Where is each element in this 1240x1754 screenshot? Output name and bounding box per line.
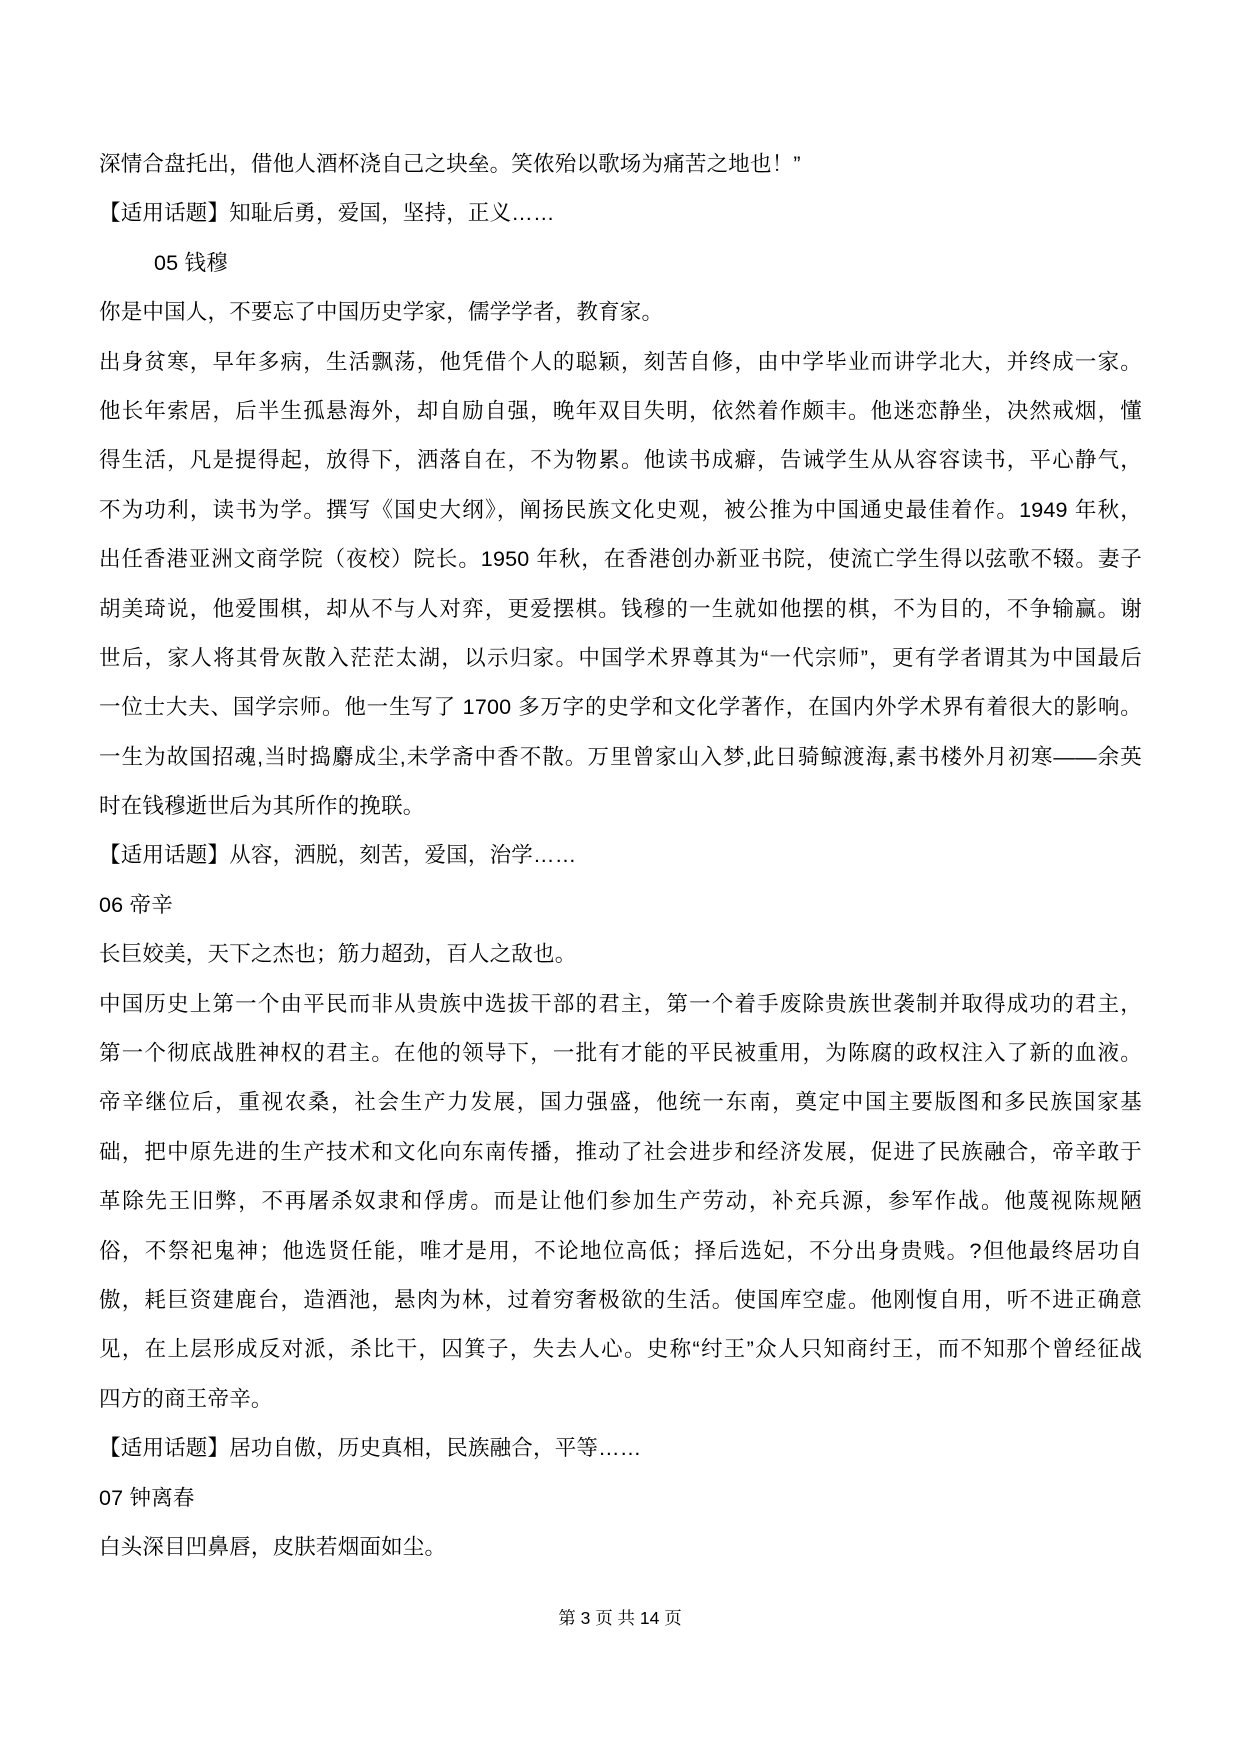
paragraph-line: 他长年索居，后半生孤悬海外，却自励自强，晚年双目失明，依然着作颇丰。他迷恋静坐，决然戒烟，懂 [99,398,1142,423]
paragraph-line: 得生活，凡是提得起，放得下，洒落自在，不为物累。他读书成癖，告诫学生从从容容读书，平心静气， [99,448,1142,473]
topic-line: 【适用话题】从容，洒脱，刻苦，爱国，治学…… [99,843,577,868]
section-heading-06-dixin: 06 帝辛 [99,892,173,917]
paragraph-line: 深情合盘托出，借他人酒杯浇自己之块垒。笑侬殆以歌场为痛苦之地也！” [99,152,801,176]
paragraph-line: 你是中国人，不要忘了中国历史学家，儒学学者，教育家。 [99,300,664,325]
paragraph-line: 础，把中原先进的生产技术和文化向东南传播，推动了社会进步和经济发展，促进了民族融合，帝辛敢于 [99,1139,1142,1164]
paragraph-line: 帝辛继位后，重视农桑，社会生产力发展，国力强盛，他统一东南，奠定中国主要版图和多民族国家基 [99,1090,1142,1115]
paragraph-line: 不为功利，读书为学。撰写《国史大纲》，阐扬民族文化史观，被公推为中国通史最佳着作。1949 年秋， [99,497,1142,522]
paragraph-line: 革除先王旧弊，不再屠杀奴隶和俘虏。而是让他们参加生产劳动，补充兵源，参军作战。他蔑视陈规陋 [99,1189,1142,1214]
paragraph-line: 长巨姣美，天下之杰也；筋力超劲，百人之敌也。 [99,942,577,967]
paragraph-line: 第一个彻底战胜神权的君主。在他的领导下，一批有才能的平民被重用，为陈腐的政权注入了新的血液。 [99,1041,1142,1066]
paragraph-line: 一生为故国招魂,当时捣麝成尘,未学斋中香不散。万里曾家山入梦,此日骑鲸渡海,素书楼外月初寒——余英 [99,744,1142,769]
paragraph-line: 四方的商王帝辛。 [99,1386,273,1411]
paragraph-line: 白头深目凹鼻唇，皮肤若烟面如尘。 [99,1534,447,1559]
paragraph-line: 世后，家人将其骨灰散入茫茫太湖，以示归家。中国学术界尊其为“一代宗师”，更有学者谓其为中国最后 [99,645,1142,670]
paragraph-line: 傲，耗巨资建鹿台，造酒池，悬肉为林，过着穷奢极欲的生活。使国库空虚。他刚愎自用，听不进正确意 [99,1287,1142,1312]
topic-line: 【适用话题】居功自傲，历史真相，民族融合，平等…… [99,1436,642,1461]
paragraph-line: 一位士大夫、国学宗师。他一生写了 1700 多万字的史学和文化学著作，在国内外学术界有着很大的影响。 [99,695,1142,720]
page-number: 第 3 页 共 14 页 [558,1608,682,1628]
paragraph-line: 中国历史上第一个由平民而非从贵族中选拔干部的君主，第一个着手废除贵族世袭制并取得成功的君主， [99,991,1142,1016]
topic-line: 【适用话题】知耻后勇，爱国，坚持，正义…… [99,201,555,226]
paragraph-line: 时在钱穆逝世后为其所作的挽联。 [99,794,425,819]
paragraph-line: 出身贫寒，早年多病，生活飘荡，他凭借个人的聪颖，刻苦自修，由中学毕业而讲学北大，并终成一家。 [99,349,1142,374]
section-heading-07-zhonglichun: 07 钟离春 [99,1485,195,1510]
section-heading-05-qianmu: 05 钱穆 [154,250,228,275]
paragraph-line: 俗，不祭祀鬼神；他选贤任能，唯才是用，不论地位高低；择后选妃，不分出身贵贱。?但他最终居功自 [99,1238,1142,1263]
paragraph-line: 出任香港亚洲文商学院（夜校）院长。1950 年秋，在香港创办新亚书院，使流亡学生得以弦歌不辍。妻子 [99,547,1142,572]
paragraph-line: 见，在上层形成反对派，杀比干，囚箕子，失去人心。史称“纣王”众人只知商纣王，而不知那个曾经征战 [99,1337,1142,1362]
paragraph-line: 胡美琦说，他爱围棋，却从不与人对弈，更爱摆棋。钱穆的一生就如他摆的棋，不为目的，不争输赢。谢 [99,596,1142,621]
page-content [99,140,1142,1572]
